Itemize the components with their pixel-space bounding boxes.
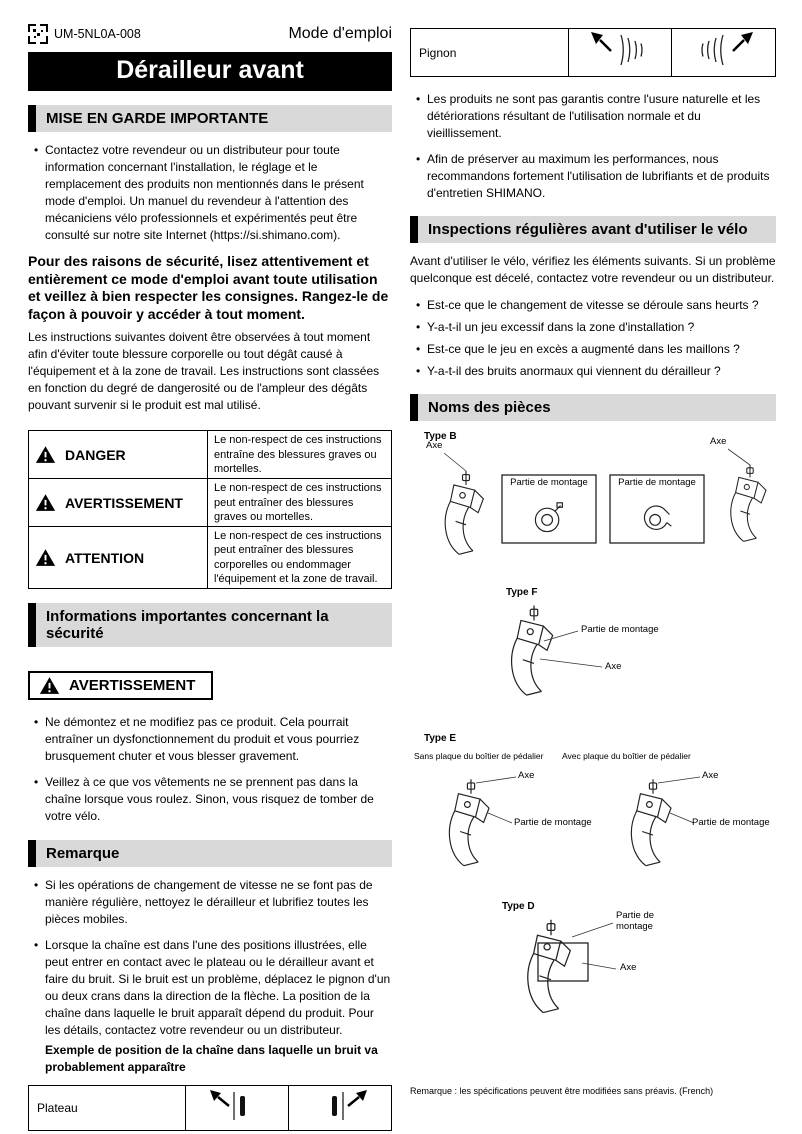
page-title: Dérailleur avant [28, 52, 392, 91]
type-b-label: Type B [424, 431, 457, 443]
document-type: Mode d'emploi [288, 25, 392, 42]
table-row [29, 527, 392, 589]
severity-text: Le non-respect de ces instructions entraîne des blessures graves ou mortelles. [208, 431, 392, 479]
severity-text: Le non-respect de ces instructions peut entraîner des blessures graves ou mortelles. [208, 479, 392, 527]
sprocket-diagram-icon [587, 30, 653, 70]
type-e-caption-left: Sans plaque du boîtier de pédalier [414, 751, 544, 762]
diagram-type-b [410, 431, 776, 583]
severity-label: ATTENTION [65, 549, 145, 566]
section-parts-title: Noms des pièces [410, 394, 776, 421]
diagram-type-e [410, 733, 776, 897]
inspections-bullet-list [410, 297, 776, 380]
chainring-diagram-icon [307, 1088, 373, 1124]
list-item: • Y-a-t-il des bruits anormaux qui viennent du dérailleur ? [416, 363, 776, 380]
warning-icon [35, 493, 56, 512]
severity-table [28, 430, 392, 589]
document-header [28, 22, 392, 46]
safety-bullet-list [28, 714, 392, 825]
inspections-intro: Avant d'utiliser le vélo, vérifiez les éléments suivants. Si un problème quelconque est décelé, contactez votre revendeur ou un distributeur. [410, 254, 776, 286]
warranty-bullet-list [410, 91, 776, 202]
warning-icon [35, 548, 56, 567]
axe-label: Axe [620, 962, 637, 974]
montage-label: Partie de montage [514, 817, 592, 829]
table-row [29, 1086, 392, 1131]
safety-bold-paragraph: Pour des raisons de sécurité, lisez attentivement et entièrement ce mode d'emploi avant toute utilisation et veillez à bien respecter les consignes. Rangez-le de façon à pouvoir y accéder à tout moment. [28, 253, 389, 322]
bold-note: Exemple de position de la chaîne dans laquelle un bruit va probablement apparaître [45, 1042, 378, 1074]
axe-label: Axe [426, 440, 443, 452]
list-item-text: Lorsque la chaîne est dans l'une des positions illustrées, elle peut entrer en contact avec le plateau ou le dérailleur avant et faire du bruit. Si le bruit est un problème, déplacez le pignon d'un ou deux crans dans la direction de la flèche. La position de la chaîne dans laquelle le bruit apparaît dépend du produit. Pour les détails, contactez votre revendeur ou un distributeur. [45, 937, 391, 1037]
warning-box [28, 671, 213, 700]
table-row [411, 29, 776, 77]
type-e-label: Type E [424, 733, 457, 745]
type-f-label: Type F [506, 587, 538, 599]
warning-box-label: AVERTISSEMENT [69, 677, 196, 695]
axe-label: Axe [702, 770, 719, 782]
sprocket-diagram-icon [691, 30, 757, 70]
pignon-table [410, 28, 776, 77]
section-inspections-title: Inspections régulières avant d'utiliser le vélo [410, 216, 776, 243]
montage-label: Partie de montage [618, 477, 696, 489]
footer-note: Remarque : les spécifications peuvent être modifiées sans préavis. (French) [410, 1086, 714, 1096]
montage-label: Partie de montage [692, 817, 770, 829]
list-item: • Afin de préserver au maximum les performances, nous recommandons fortement l'utilisation de lubrifiants et de produits d'entretien SHIMANO. [416, 151, 776, 202]
list-item: • Est-ce que le changement de vitesse se déroule sans heurts ? [416, 297, 776, 314]
list-item: • Si les opérations de changement de vitesse ne se font pas de manière régulière, nettoyez le dérailleur et lubrifiez toutes les pièces mobiles. [34, 877, 392, 928]
list-item: • Contactez votre revendeur ou un distributeur pour toute information concernant l'installation, le réglage et le remplacement des produits non mentionnés dans le présent mode d'emploi. Un manuel du revendeur à l'attention des mécaniciens vélo professionnels et expérimentés peut être consulté sur notre site Internet (https://si.shimano.com). [34, 142, 392, 244]
montage-label: Partie de montage [616, 910, 655, 933]
table-row [29, 431, 392, 479]
list-item: • Veillez à ce que vos vêtements ne se prennent pas dans la chaîne lorsque vous roulez. Sinon, vous risquez de tomber de votre vélo. [34, 774, 392, 825]
list-item: • Ne démontez et ne modifiez pas ce produit. Cela pourrait entraîner un dysfonctionnement du produit et vous pourriez brusquement chuter et vous blesser gravement. [34, 714, 392, 765]
instructions-paragraph: Les instructions suivantes doivent être observées à tout moment afin d'éviter toute blessure corporelle ou tout dégât causé à l'équipement et à la zone de travail. Les instructions sont classées en fonction du degré de dangerosité ou de l'ampleur des dégâts pouvant survenir si le produit est mal utilisé. [28, 330, 380, 413]
notice-bullet-list [28, 142, 392, 244]
montage-label: Partie de montage [581, 624, 659, 636]
diagram-type-f [410, 587, 776, 729]
warning-icon [35, 445, 56, 464]
plateau-label: Plateau [29, 1086, 186, 1131]
list-item: • Est-ce que le jeu en excès a augmenté dans les maillons ? [416, 341, 776, 358]
pignon-label: Pignon [411, 29, 569, 77]
list-item [34, 937, 392, 1076]
axe-label: Axe [710, 436, 727, 448]
axe-label: Axe [605, 661, 622, 673]
type-f-line-art [410, 587, 776, 729]
severity-text: Le non-respect de ces instructions peut entraîner des blessures corporelles ou endommager l'équipement et la zone de travail. [208, 527, 392, 589]
warning-icon [39, 676, 60, 695]
qr-code-icon [28, 24, 48, 44]
severity-label: AVERTISSEMENT [65, 494, 183, 511]
type-d-line-art [410, 901, 776, 1069]
diagram-type-d [410, 901, 776, 1069]
section-important-notice-title: MISE EN GARDE IMPORTANTE [28, 105, 392, 132]
list-item: • Y-a-t-il un jeu excessif dans la zone d'installation ? [416, 319, 776, 336]
section-remarque-title: Remarque [28, 840, 392, 867]
list-item: • Les produits ne sont pas garantis contre l'usure naturelle et les détériorations résultant de l'utilisation normale et du vieillissement. [416, 91, 776, 142]
plateau-table [28, 1085, 392, 1131]
left-column [28, 22, 392, 1131]
section-safety-info-title: Informations importantes concernant la sécurité [28, 603, 392, 647]
type-e-caption-right: Avec plaque du boîtier de pédalier [562, 751, 691, 762]
right-column [410, 22, 776, 1073]
axe-label: Axe [518, 770, 535, 782]
table-row [29, 479, 392, 527]
type-b-line-art [410, 431, 776, 583]
document-number: UM-5NL0A-008 [54, 27, 141, 41]
remarque-bullet-list [28, 877, 392, 1076]
severity-label: DANGER [65, 446, 126, 463]
type-d-label: Type D [502, 901, 535, 913]
chainring-diagram-icon [204, 1088, 270, 1124]
montage-label: Partie de montage [510, 477, 588, 489]
